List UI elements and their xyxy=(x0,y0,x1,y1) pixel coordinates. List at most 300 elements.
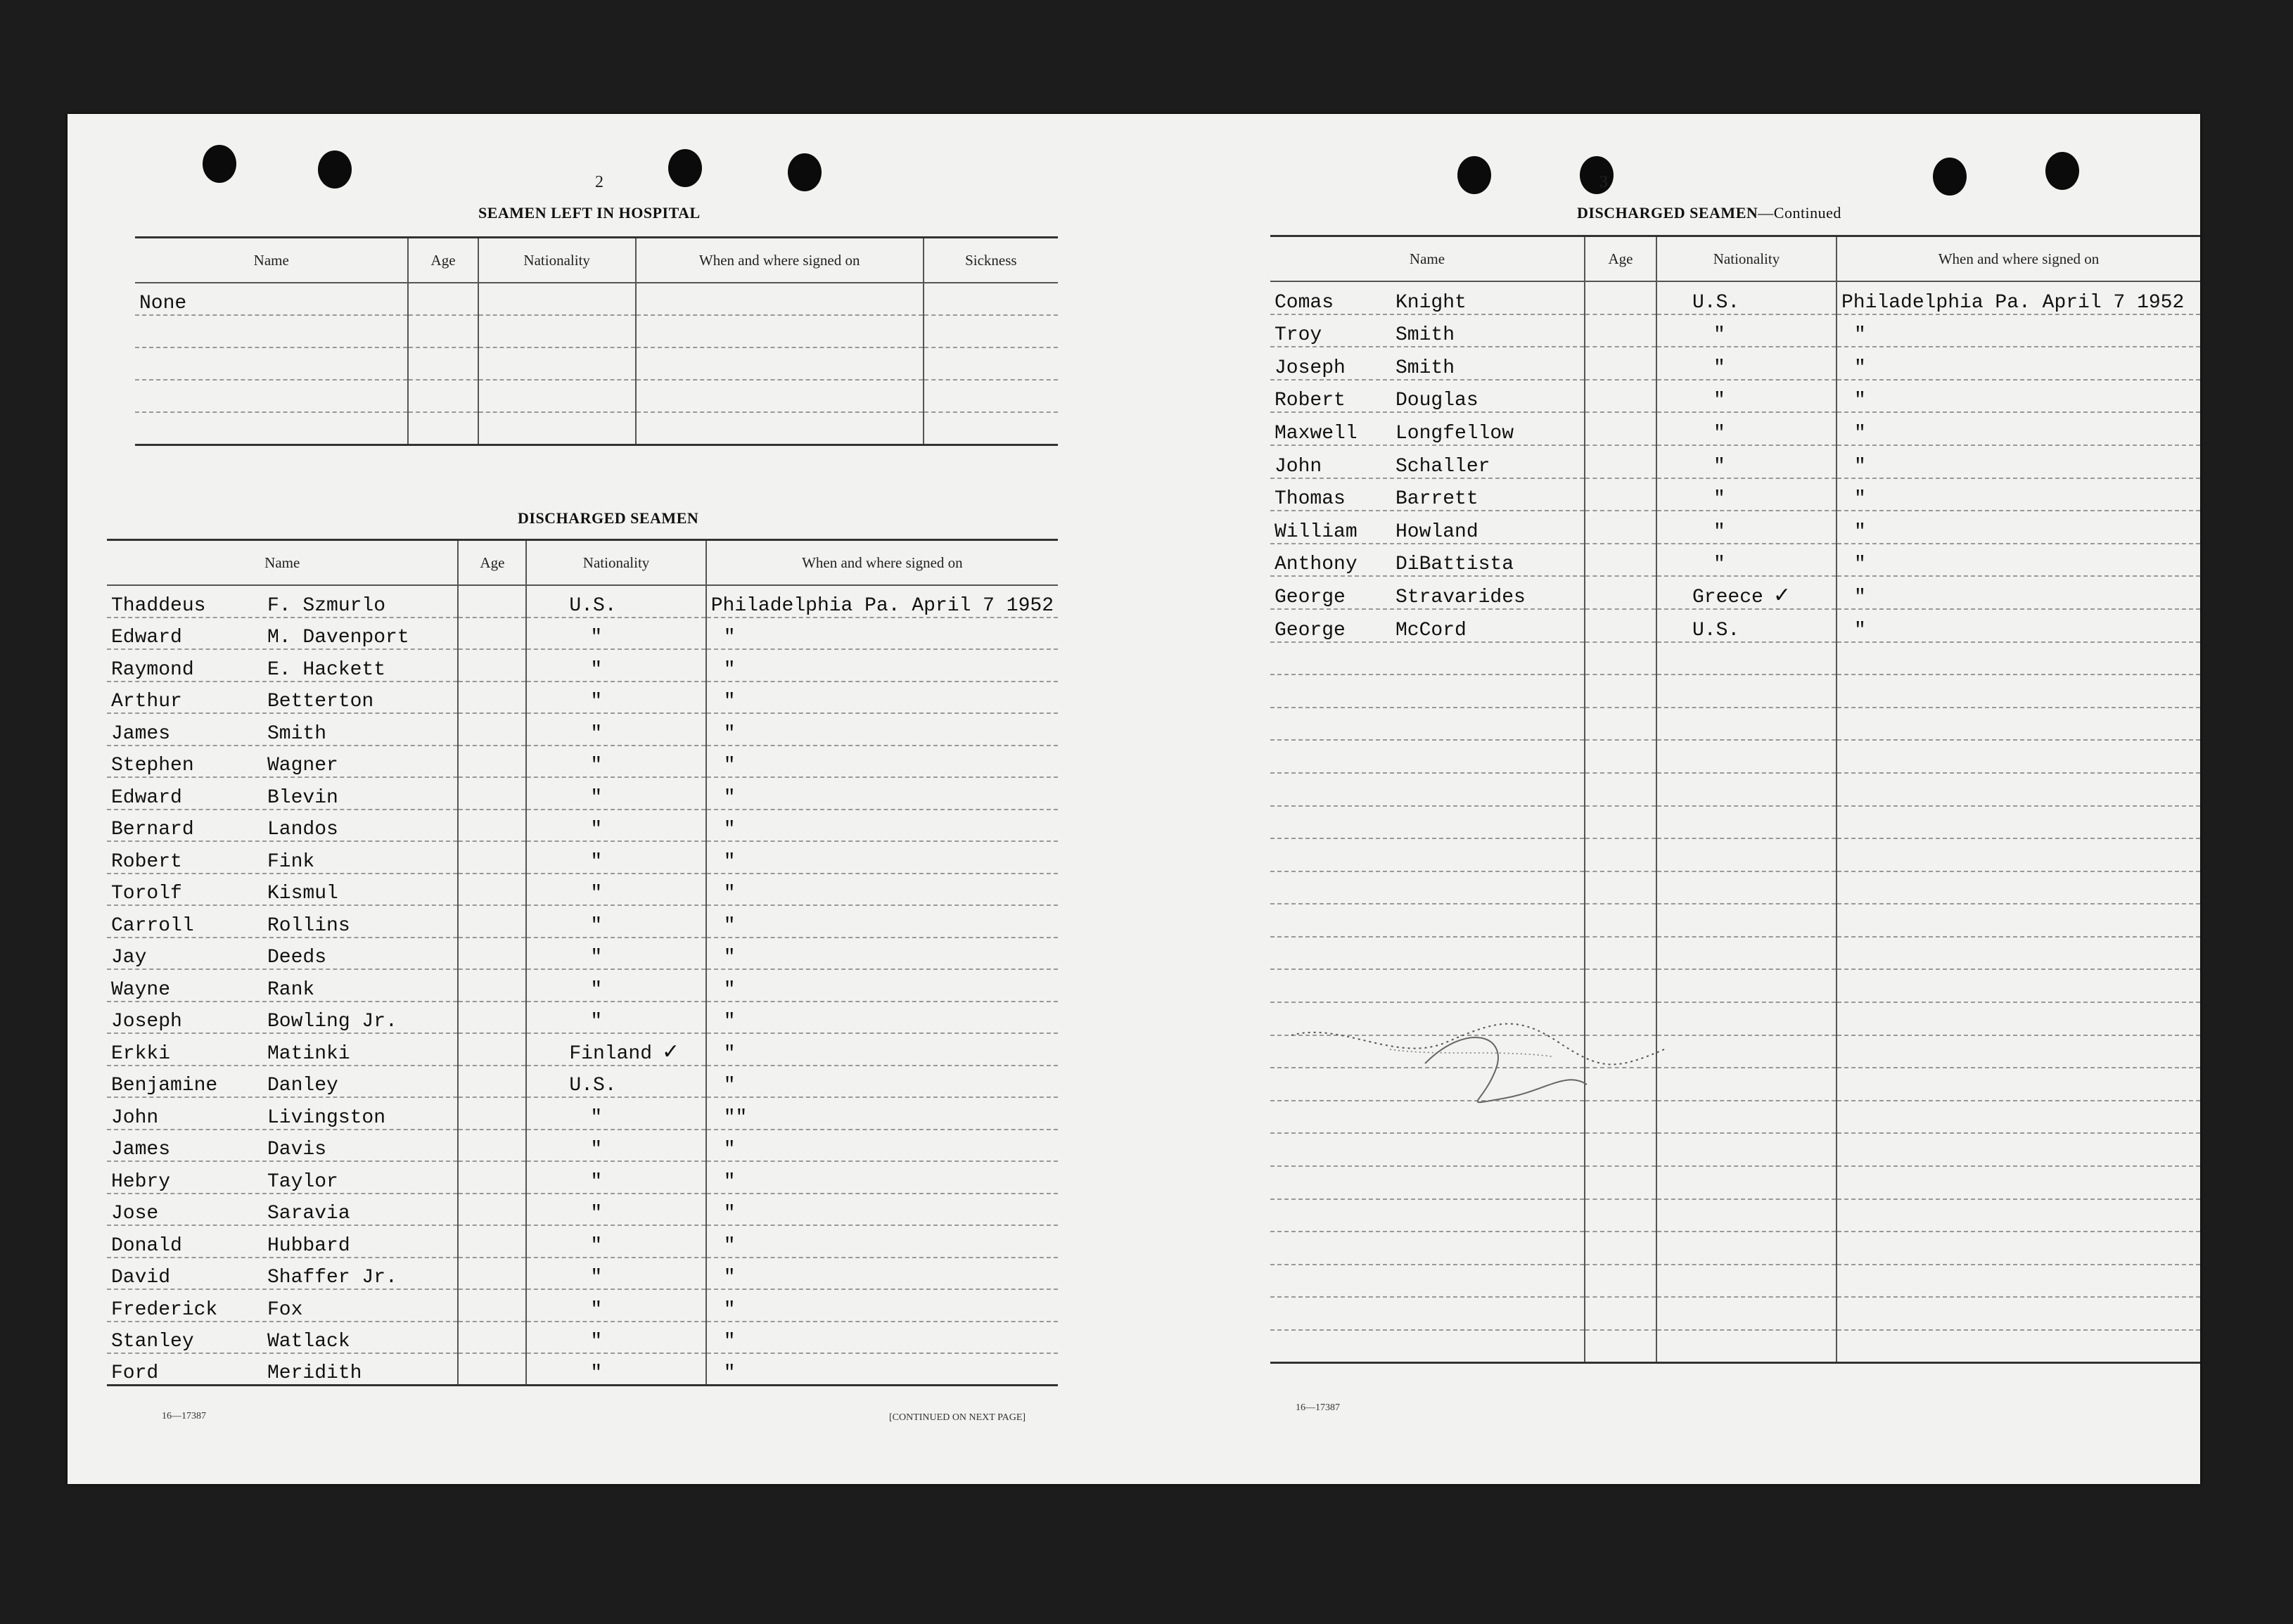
name-cell xyxy=(107,905,458,938)
nationality-value: " xyxy=(590,691,603,712)
table-cell xyxy=(636,347,924,380)
nationality-cell xyxy=(1656,445,1837,478)
table-row xyxy=(135,315,1058,347)
age-cell xyxy=(458,874,526,906)
nationality-value: " xyxy=(1713,488,1725,511)
table-cell xyxy=(408,347,478,380)
name-cell xyxy=(107,1353,458,1386)
first-name: Edward xyxy=(111,627,182,648)
first-name: Frederick xyxy=(111,1298,218,1321)
table-row xyxy=(107,777,1058,810)
name-cell xyxy=(107,874,458,906)
nationality-cell xyxy=(1656,1232,1837,1265)
table-row xyxy=(107,938,1058,970)
signed-on-cell: Philadelphia Pa. April 7 1952 xyxy=(1837,281,2200,314)
age-cell xyxy=(1585,1265,1656,1298)
name-cell xyxy=(107,1225,458,1258)
table-row xyxy=(107,1289,1058,1322)
table-row xyxy=(107,905,1058,938)
name-cell xyxy=(1270,904,1585,937)
first-name: Jay xyxy=(111,947,147,968)
signed-on-cell: " xyxy=(706,841,1058,874)
name-cell xyxy=(107,1130,458,1162)
nationality-cell xyxy=(1656,773,1837,806)
name-cell xyxy=(107,1194,458,1226)
age-cell xyxy=(1585,609,1656,642)
signed-on-cell: " xyxy=(706,713,1058,746)
last-name: Fink xyxy=(267,850,315,873)
nationality-cell xyxy=(1656,674,1837,708)
age-cell xyxy=(1585,314,1656,347)
table-row xyxy=(1270,937,2200,970)
age-cell xyxy=(458,585,526,618)
last-name: Betterton xyxy=(267,691,374,712)
nationality-value: " xyxy=(590,1011,603,1032)
name-cell xyxy=(1270,708,1585,741)
table-cell xyxy=(408,315,478,347)
first-name: Erkki xyxy=(111,1042,171,1065)
nationality-cell xyxy=(1656,937,1837,970)
signed-on-cell: " xyxy=(706,1033,1058,1066)
age-cell xyxy=(1585,871,1656,904)
table-row xyxy=(135,347,1058,380)
first-name: James xyxy=(111,1139,171,1161)
signed-on-cell: " xyxy=(1837,511,2200,544)
name-cell xyxy=(1270,1232,1585,1265)
first-name: Bernard xyxy=(111,819,194,840)
table-cell xyxy=(924,283,1058,315)
signed-on-cell xyxy=(1837,1101,2200,1134)
table-row xyxy=(1270,1166,2200,1199)
nationality-cell xyxy=(1656,478,1837,511)
name-cell xyxy=(107,1289,458,1322)
table-row xyxy=(107,1002,1058,1034)
nationality-cell xyxy=(1656,642,1837,675)
hospital-table xyxy=(135,236,1058,446)
name-cell xyxy=(1270,1133,1585,1166)
nationality-value: " xyxy=(1713,422,1725,445)
table-row xyxy=(1270,478,2200,511)
signed-on-cell: " xyxy=(706,1322,1058,1354)
nationality-cell xyxy=(1656,347,1837,380)
table-row xyxy=(1270,806,2200,839)
table-cell xyxy=(478,283,636,315)
last-name: Taylor xyxy=(267,1170,338,1193)
signed-on-cell: " xyxy=(1837,478,2200,511)
last-name: Smith xyxy=(267,722,327,745)
nationality-cell xyxy=(1656,511,1837,544)
nationality-cell xyxy=(526,1130,705,1162)
signed-on-cell xyxy=(1837,904,2200,937)
signed-on-cell: " xyxy=(706,777,1058,810)
table-row xyxy=(107,1258,1058,1290)
last-name: E. Hackett xyxy=(267,658,386,681)
name-cell xyxy=(107,777,458,810)
table-row xyxy=(1270,314,2200,347)
table-cell xyxy=(924,347,1058,380)
table-row xyxy=(107,585,1058,618)
age-cell xyxy=(1585,576,1656,609)
first-name: Arthur xyxy=(111,691,182,712)
signed-on-cell: " xyxy=(706,1353,1058,1386)
name-cell xyxy=(1270,544,1585,577)
age-cell xyxy=(458,746,526,778)
table-cell xyxy=(636,315,924,347)
form-number: 16—17387 xyxy=(1296,1402,1340,1413)
nationality-cell xyxy=(1656,576,1837,609)
nationality-cell xyxy=(1656,1166,1837,1199)
signed-on-cell: " xyxy=(706,810,1058,842)
table-cell xyxy=(408,283,478,315)
name-cell xyxy=(1270,937,1585,970)
age-cell xyxy=(1585,380,1656,413)
signed-on-cell: " xyxy=(706,649,1058,682)
table-row xyxy=(135,283,1058,315)
first-name: David xyxy=(111,1267,171,1289)
nationality-cell xyxy=(1656,1265,1837,1298)
age-cell xyxy=(1585,1133,1656,1166)
table-row xyxy=(107,1130,1058,1162)
left-page xyxy=(68,114,1123,1484)
table-cell xyxy=(478,315,636,347)
table-row xyxy=(107,1225,1058,1258)
table-row xyxy=(1270,904,2200,937)
signed-on-cell xyxy=(1837,1166,2200,1199)
age-cell xyxy=(1585,478,1656,511)
age-cell xyxy=(458,841,526,874)
table-cell xyxy=(924,380,1058,412)
nationality-cell xyxy=(1656,1035,1837,1068)
age-cell xyxy=(1585,1330,1656,1363)
nationality-value: " xyxy=(590,914,603,937)
nationality-value: " xyxy=(590,978,603,1001)
table-row xyxy=(1270,1330,2200,1363)
last-name: Davis xyxy=(267,1139,327,1161)
age-cell xyxy=(1585,773,1656,806)
last-name: Rank xyxy=(267,978,315,1001)
name-cell xyxy=(1270,511,1585,544)
table-cell xyxy=(924,315,1058,347)
age-cell xyxy=(1585,838,1656,871)
nationality-cell xyxy=(1656,1068,1837,1101)
nationality-value: " xyxy=(1713,520,1725,543)
nationality-value: " xyxy=(1713,554,1725,576)
last-name: Knight xyxy=(1395,291,1467,314)
last-name: Meridith xyxy=(267,1362,362,1384)
first-name: Thaddeus xyxy=(111,594,206,617)
nationality-cell xyxy=(526,1225,705,1258)
nationality-cell xyxy=(1656,1199,1837,1232)
name-cell xyxy=(1270,1297,1585,1330)
table-row xyxy=(107,1322,1058,1354)
signed-on-cell xyxy=(1837,708,2200,741)
name-cell xyxy=(1270,1199,1585,1232)
nationality-value: U.S. xyxy=(569,594,617,617)
age-cell xyxy=(1585,674,1656,708)
last-name: Rollins xyxy=(267,914,350,937)
signed-on-cell: " xyxy=(1837,347,2200,380)
first-name: Benjamine xyxy=(111,1075,218,1096)
signed-on-cell: " xyxy=(706,746,1058,778)
signed-on-cell xyxy=(1837,1265,2200,1298)
col-header: Age xyxy=(458,540,526,586)
nationality-cell xyxy=(1656,609,1837,642)
nationality-cell xyxy=(1656,904,1837,937)
name-cell xyxy=(107,746,458,778)
first-name: Jose xyxy=(111,1203,159,1225)
table-row xyxy=(1270,609,2200,642)
last-name: F. Szmurlo xyxy=(267,594,386,617)
signed-on-cell: "" xyxy=(706,1097,1058,1130)
first-name: Maxwell xyxy=(1275,422,1358,445)
nationality-value: " xyxy=(1713,324,1725,347)
last-name: DiBattista xyxy=(1395,554,1514,576)
col-header: When and where signed on xyxy=(636,238,924,283)
first-name: Thomas xyxy=(1275,488,1346,511)
signed-on-cell: " xyxy=(706,1130,1058,1162)
table-cell xyxy=(135,380,408,412)
nationality-value: U.S. xyxy=(1692,619,1740,641)
age-cell xyxy=(1585,1166,1656,1199)
name-cell xyxy=(1270,1265,1585,1298)
signed-on-cell: " xyxy=(706,682,1058,714)
first-name: Stanley xyxy=(111,1331,194,1353)
discharged-continued-table xyxy=(1270,235,2200,1364)
age-cell xyxy=(1585,1297,1656,1330)
table-cell xyxy=(478,380,636,412)
signed-on-cell: " xyxy=(1837,314,2200,347)
col-header: Name xyxy=(107,540,458,586)
nationality-value: " xyxy=(1713,455,1725,478)
last-name: Hubbard xyxy=(267,1234,350,1257)
nationality-cell xyxy=(1656,544,1837,577)
table-row xyxy=(107,874,1058,906)
signed-on-cell: " xyxy=(706,1289,1058,1322)
age-cell xyxy=(458,1225,526,1258)
nationality-cell xyxy=(1656,281,1837,314)
first-name: James xyxy=(111,722,171,745)
first-name: Comas xyxy=(1275,291,1334,314)
age-cell xyxy=(458,1097,526,1130)
last-name: Blevin xyxy=(267,786,338,809)
age-cell xyxy=(458,1033,526,1066)
table-row xyxy=(1270,511,2200,544)
signed-on-cell: " xyxy=(706,905,1058,938)
nationality-value: " xyxy=(590,755,603,776)
age-cell xyxy=(458,938,526,970)
age-cell xyxy=(458,713,526,746)
nationality-cell xyxy=(526,618,705,650)
nationality-value: " xyxy=(590,1234,603,1257)
age-cell xyxy=(458,905,526,938)
nationality-value: " xyxy=(590,658,603,681)
signed-on-cell xyxy=(1837,1002,2200,1035)
first-name: George xyxy=(1275,586,1346,608)
nationality-value: Greece xyxy=(1692,586,1763,608)
nationality-cell xyxy=(1656,1101,1837,1134)
first-name: Robert xyxy=(111,850,182,873)
table-row xyxy=(107,841,1058,874)
nationality-cell xyxy=(526,841,705,874)
name-cell xyxy=(107,1097,458,1130)
table-row xyxy=(107,1194,1058,1226)
table-row xyxy=(1270,576,2200,609)
name-cell xyxy=(1270,642,1585,675)
signed-on-cell xyxy=(1837,1232,2200,1265)
table-row xyxy=(1270,1232,2200,1265)
signed-on-cell xyxy=(1837,1035,2200,1068)
table-row xyxy=(1270,642,2200,675)
nationality-cell xyxy=(526,1353,705,1386)
nationality-cell xyxy=(1656,969,1837,1002)
first-name: Robert xyxy=(1275,390,1346,412)
age-cell xyxy=(458,1002,526,1034)
name-cell xyxy=(107,1033,458,1066)
nationality-cell xyxy=(526,938,705,970)
age-cell xyxy=(458,1130,526,1162)
table-row xyxy=(107,682,1058,714)
age-cell xyxy=(458,1289,526,1322)
last-name: Howland xyxy=(1395,520,1478,543)
last-name: Schaller xyxy=(1395,455,1490,478)
name-cell xyxy=(107,649,458,682)
signed-on-cell: " xyxy=(706,618,1058,650)
age-cell xyxy=(1585,445,1656,478)
table-cell xyxy=(478,412,636,445)
nationality-cell xyxy=(1656,806,1837,839)
name-cell xyxy=(1270,314,1585,347)
signed-on-cell xyxy=(1837,838,2200,871)
nationality-cell xyxy=(526,1066,705,1098)
nationality-cell xyxy=(526,1097,705,1130)
signed-on-cell xyxy=(1837,1133,2200,1166)
age-cell xyxy=(1585,347,1656,380)
last-name: M. Davenport xyxy=(267,627,409,648)
first-name: Edward xyxy=(111,786,182,809)
signed-on-cell: " xyxy=(706,1258,1058,1290)
nationality-value: U.S. xyxy=(1692,291,1740,314)
table-row xyxy=(1270,445,2200,478)
discharged-title: DISCHARGED SEAMEN xyxy=(518,509,699,527)
table-row xyxy=(1270,871,2200,904)
nationality-value: " xyxy=(590,786,603,809)
age-cell xyxy=(1585,544,1656,577)
last-name: Matinki xyxy=(267,1042,350,1065)
age-cell xyxy=(1585,806,1656,839)
name-cell xyxy=(107,810,458,842)
name-cell xyxy=(1270,445,1585,478)
nationality-value: " xyxy=(590,1170,603,1193)
table-row xyxy=(107,1161,1058,1194)
crew-list-sheet xyxy=(68,114,2200,1484)
signed-on-cell: Philadelphia Pa. April 7 1952 xyxy=(706,585,1058,618)
last-name: Shaffer Jr. xyxy=(267,1267,397,1289)
name-cell xyxy=(1270,609,1585,642)
nationality-cell xyxy=(526,585,705,618)
table-cell xyxy=(408,412,478,445)
first-name: Joseph xyxy=(1275,357,1346,379)
hospital-title: SEAMEN LEFT IN HOSPITAL xyxy=(478,204,701,222)
col-header: Age xyxy=(408,238,478,283)
nationality-value: " xyxy=(590,1267,603,1289)
age-cell xyxy=(1585,740,1656,773)
name-cell xyxy=(107,618,458,650)
age-cell xyxy=(458,1194,526,1226)
nationality-cell xyxy=(1656,1330,1837,1363)
name-cell xyxy=(107,585,458,618)
table-row xyxy=(107,810,1058,842)
first-name: Hebry xyxy=(111,1170,171,1193)
table-cell xyxy=(408,380,478,412)
last-name: Bowling Jr. xyxy=(267,1011,397,1032)
table-row xyxy=(107,618,1058,650)
col-header: Sickness xyxy=(924,238,1058,283)
nationality-cell xyxy=(526,1033,705,1066)
table-row xyxy=(1270,412,2200,445)
col-header: Nationality xyxy=(478,238,636,283)
table-cell xyxy=(636,283,924,315)
first-name: Torolf xyxy=(111,883,182,904)
nationality-cell xyxy=(1656,871,1837,904)
last-name: Saravia xyxy=(267,1203,350,1225)
first-name: Donald xyxy=(111,1234,182,1257)
page-number: 2 xyxy=(595,173,603,191)
age-cell xyxy=(1585,281,1656,314)
nationality-cell xyxy=(526,905,705,938)
signed-on-cell xyxy=(1837,1297,2200,1330)
last-name: Danley xyxy=(267,1075,338,1096)
signed-on-cell: " xyxy=(1837,544,2200,577)
nationality-cell xyxy=(1656,838,1837,871)
name-cell xyxy=(107,1258,458,1290)
table-cell xyxy=(135,412,408,445)
last-name: Deeds xyxy=(267,947,327,968)
nationality-cell xyxy=(1656,380,1837,413)
first-name: Carroll xyxy=(111,914,194,937)
nationality-cell xyxy=(526,682,705,714)
first-name: Troy xyxy=(1275,324,1322,347)
title-suffix: —Continued xyxy=(1758,204,1841,222)
nationality-cell xyxy=(526,746,705,778)
check-mark-icon: ✓ xyxy=(1773,582,1791,608)
nationality-value: " xyxy=(590,947,603,968)
nationality-value: " xyxy=(1713,390,1725,412)
signed-on-cell: " xyxy=(706,1002,1058,1034)
table-row xyxy=(135,412,1058,445)
signed-on-cell xyxy=(1837,773,2200,806)
age-cell xyxy=(1585,1232,1656,1265)
title-text: DISCHARGED SEAMEN xyxy=(1577,204,1758,222)
last-name: Stravarides xyxy=(1395,586,1526,608)
nationality-cell xyxy=(526,874,705,906)
nationality-value: " xyxy=(590,819,603,840)
name-cell xyxy=(1270,871,1585,904)
signed-on-cell xyxy=(1837,1330,2200,1363)
age-cell xyxy=(1585,904,1656,937)
table-row xyxy=(107,1066,1058,1098)
nationality-value: " xyxy=(590,722,603,745)
last-name: Smith xyxy=(1395,357,1455,379)
first-name: Raymond xyxy=(111,658,194,681)
signed-on-cell xyxy=(1837,1199,2200,1232)
nationality-value: " xyxy=(590,850,603,873)
last-name: Landos xyxy=(267,819,338,840)
table-row xyxy=(107,1353,1058,1386)
nationality-cell xyxy=(1656,1297,1837,1330)
nationality-value: Finland xyxy=(569,1042,652,1065)
nationality-cell xyxy=(526,1194,705,1226)
name-cell xyxy=(1270,412,1585,445)
